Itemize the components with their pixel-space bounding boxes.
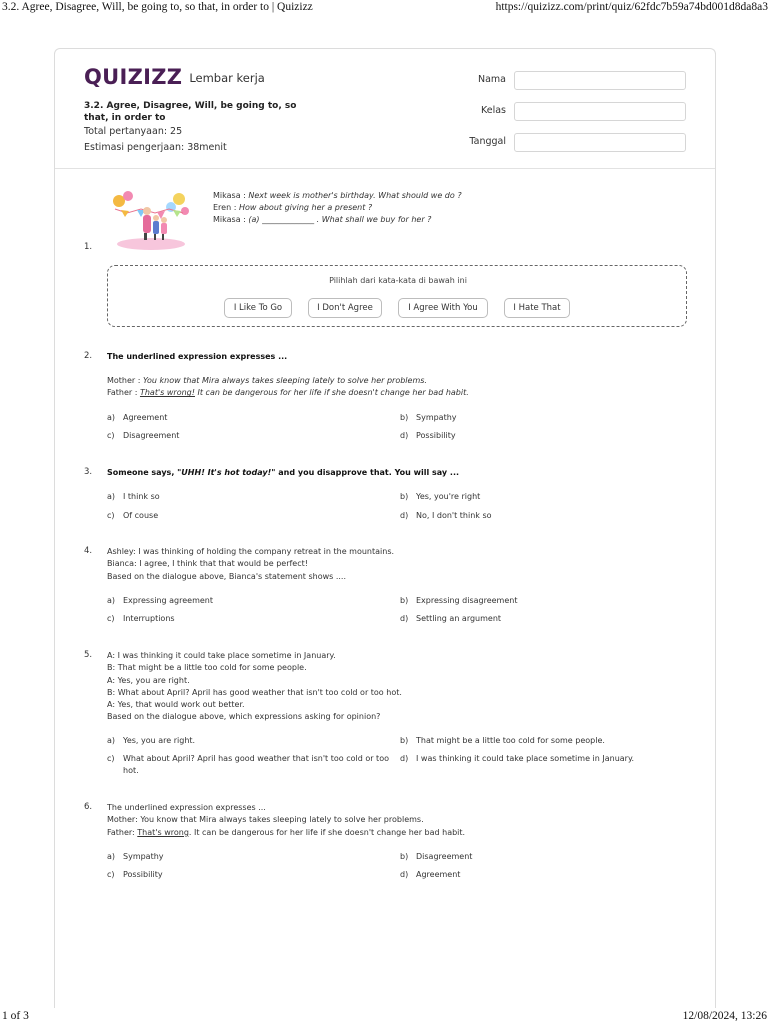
estimated-time: Estimasi pengerjaan: 38menit	[84, 142, 227, 153]
q5-option-d[interactable]: d) I was thinking it could take place sometime in January.	[400, 754, 635, 763]
q1-line: Mikasa : Next week is mother's birthday. What should we do ?	[213, 191, 462, 200]
q2-option-d[interactable]: d) Possibility	[400, 431, 456, 440]
q2-dialogue: Mother : You know that Mira always takes sleeping lately to solve her problems. Father : That's wrong! It can be dangerous for her life if she doesn't change her bad habit.	[107, 376, 469, 398]
q3-option-c[interactable]: c) Of couse	[107, 511, 159, 520]
q1-dialogue	[213, 190, 462, 226]
q5-option-c[interactable]: c) What about April? April has good weather that isn't too cold or too hot.	[107, 754, 389, 776]
name-field[interactable]	[514, 71, 686, 90]
worksheet-header	[55, 49, 715, 169]
name-label: Nama	[477, 74, 506, 85]
q4-option-c[interactable]: c) Interruptions	[107, 614, 175, 623]
q6-option-b[interactable]: b) Disagreement	[400, 852, 473, 861]
q6-number: 6.	[84, 802, 93, 812]
q5-option-b[interactable]: b) That might be a little too cold for some people.	[400, 736, 605, 745]
q2-option-a[interactable]: a) Agreement	[107, 413, 168, 422]
birthday-party-illustration	[107, 189, 191, 251]
q6-prompt: The underlined expression expresses ... Mother: You know that Mira always takes sleeping lately to solve her problems. Father: That's wrong. It can be dangerous for her life if she doesn't change her bad habit.	[107, 803, 466, 837]
class-label: Kelas	[480, 105, 506, 116]
class-field[interactable]	[514, 102, 686, 121]
q4-option-b[interactable]: b) Expressing disagreement	[400, 596, 518, 605]
chip-i-dont-agree[interactable]: I Don't Agree	[308, 298, 382, 318]
logo-wordmark: QUIZIZZ	[84, 65, 183, 89]
chip-i-like-to-go[interactable]: I Like To Go	[224, 298, 292, 318]
q1-line: Eren : How about giving her a present ?	[213, 203, 373, 212]
q1-line: Mikasa : (a) _____________ . What shall we buy for her ?	[213, 215, 432, 224]
q1-word-bank	[107, 265, 687, 327]
date-label: Tanggal	[469, 136, 506, 147]
print-page-url: https://quizizz.com/print/quiz/62fdc7b59a74bd001d8da8a3	[495, 1, 768, 13]
print-header	[0, 0, 768, 16]
quiz-title: 3.2. Agree, Disagree, Will, be going to, so that, in order to	[84, 101, 297, 123]
q4-prompt: Ashley: I was thinking of holding the company retreat in the mountains. Bianca: I agree, I think that that would be perfect! Based on the dialogue above, Bianca's statement shows ....	[107, 547, 395, 581]
q3-option-a[interactable]: a) I think so	[107, 492, 160, 501]
page-counter: 1 of 3	[2, 1010, 29, 1022]
q3-option-b[interactable]: b) Yes, you're right	[400, 492, 481, 501]
q2-option-c[interactable]: c) Disagreement	[107, 431, 180, 440]
q6-option-d[interactable]: d) Agreement	[400, 870, 461, 879]
total-questions: Total pertanyaan: 25	[84, 126, 183, 137]
q3-number: 3.	[84, 467, 93, 477]
q6-option-c[interactable]: c) Possibility	[107, 870, 163, 879]
q5-option-a[interactable]: a) Yes, you are right.	[107, 736, 196, 745]
q5-number: 5.	[84, 650, 93, 660]
worksheet-label: Lembar kerja	[189, 71, 265, 85]
worksheet	[54, 48, 716, 1008]
q3-prompt: Someone says, "UHH! It's hot today!" and you disapprove that. You will say ...	[107, 468, 460, 477]
q4-option-d[interactable]: d) Settling an argument	[400, 614, 502, 623]
q3-option-d[interactable]: d) No, I don't think so	[400, 511, 492, 520]
print-datetime: 12/08/2024, 13:26	[682, 1010, 767, 1022]
date-field[interactable]	[514, 133, 686, 152]
chip-i-hate-that[interactable]: I Hate That	[504, 298, 570, 318]
chip-i-agree-with-you[interactable]: I Agree With You	[398, 298, 488, 318]
q1-number: 1.	[84, 242, 93, 252]
print-page-title: 3.2. Agree, Disagree, Will, be going to, so that, in order to | Quizizz	[2, 1, 313, 13]
word-bank-instruction: Pilihlah dari kata-kata di bawah ini	[329, 276, 467, 285]
q2-option-b[interactable]: b) Sympathy	[400, 413, 457, 422]
q5-prompt: A: I was thinking it could take place sometime in January. B: That might be a little too cold for some people. A: Yes, you are right. B: What about April? April has good weather that isn't too cold or too hot. A: Yes, that would work out better. Based on the dialogue above, which expressions asking for opinion?	[107, 651, 402, 722]
q2-prompt: The underlined expression expresses ...	[107, 352, 288, 361]
q2-number: 2.	[84, 351, 93, 361]
quizizz-logo	[84, 65, 265, 89]
print-footer	[0, 1010, 768, 1024]
q4-number: 4.	[84, 546, 93, 556]
q6-option-a[interactable]: a) Sympathy	[107, 852, 164, 861]
q4-option-a[interactable]: a) Expressing agreement	[107, 596, 214, 605]
